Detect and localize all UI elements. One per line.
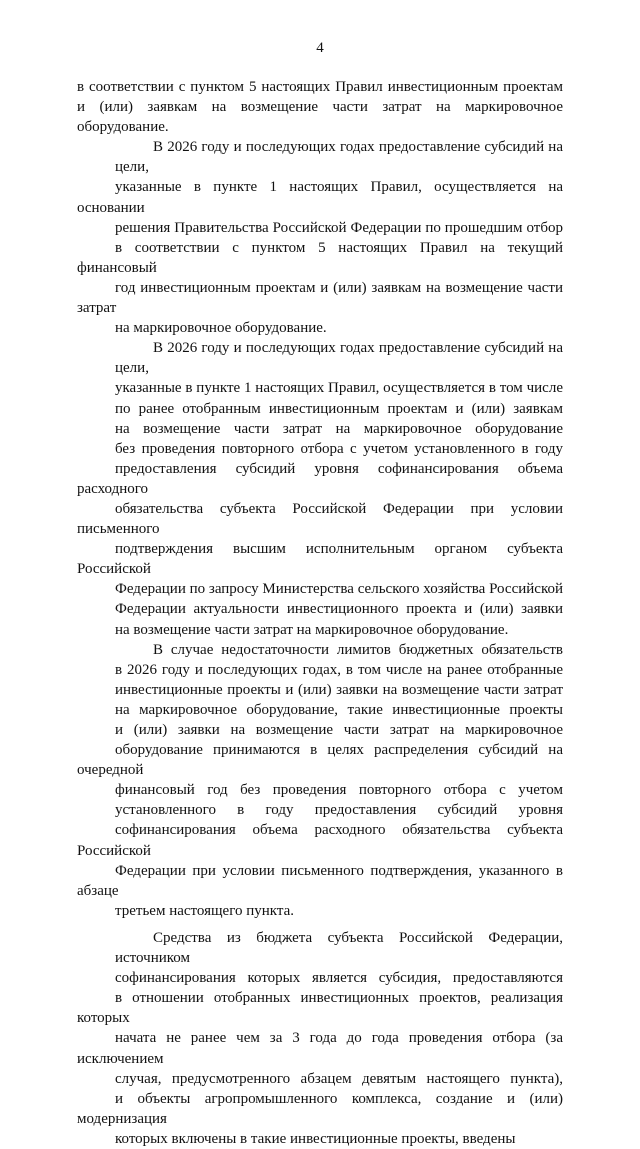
text-line: указанные в пункте 1 настоящих Правил, осуществляется на основании [77,179,563,216]
text-line: и объекты агропромышленного комплекса, создание и (или) модернизация [77,1090,563,1127]
text-line: В 2026 году и последующих годах предоставление субсидий на цели, [115,340,563,377]
text-line: оборудование. [77,119,169,136]
document-body [77,77,563,1149]
text-line: и (или) заявки на возмещение части затрат на маркировочное [115,722,563,738]
text-line: без проведения повторного отбора с учетом установленного в году [115,440,563,457]
text-line: год инвестиционным проектам и (или) заявкам на возмещение части затрат [77,279,563,317]
text-line: на возмещение части затрат на маркировочное оборудование. [115,621,509,638]
text-line: начата не ранее чем за 3 года до года проведения отбора (за исключением [77,1030,563,1067]
text-line: Средства из бюджета субъекта Российской Федерации, источником [115,929,563,967]
text-line: по ранее отобранным инвестиционным проектам и (или) заявкам [115,400,563,417]
text-line: в 2026 году и последующих годах, в том числе на ранее отобранные [115,661,563,678]
text-line: которых включены в такие инвестиционные проекты, введены [115,1130,516,1147]
paragraph [77,338,563,639]
paragraph [77,928,563,1149]
text-line: случая, предусмотренного абзацем девятым настоящего пункта), [115,1070,563,1087]
text-line: на возмещение части затрат на маркировочное оборудование [115,420,563,437]
text-line: и (или) заявкам на возмещение части затрат на маркировочное [77,99,563,116]
text-line: В 2026 году и последующих годах предоставление субсидий на цели, [115,139,563,176]
paragraph [77,137,563,338]
text-line: обязательства субъекта Российской Федерации при условии письменного [77,500,563,538]
text-line: Федерации актуальности инвестиционного проекта и (или) заявки [115,601,563,618]
text-line: предоставления субсидий уровня софинансирования объема расходного [77,460,563,497]
paragraph [77,77,563,137]
text-line: на маркировочное оборудование. [115,320,327,337]
text-line: Федерации по запросу Министерства сельского хозяйства Российской [115,581,563,598]
text-line: инвестиционные проекты и (или) заявки на возмещение части затрат [115,681,563,698]
text-line: оборудование принимаются в целях распределения субсидий на очередной [77,742,563,779]
text-line: указанные в пункте 1 настоящих Правил, осуществляется в том числе [115,380,563,397]
text-line: в соответствии с пунктом 5 настоящих Правил инвестиционным проектам [77,79,563,95]
text-line: установленного в году предоставления субсидий уровня [115,802,563,819]
text-line: решения Правительства Российской Федерации по прошедшим отбор [115,219,563,236]
text-line: софинансирования объема расходного обязательства субъекта Российской [77,822,563,859]
text-line: В случае недостаточности лимитов бюджетных обязательств [153,641,563,658]
text-line: подтверждения высшим исполнительным органом субъекта Российской [77,541,563,578]
text-line: в соответствии с пунктом 5 настоящих Правил на текущий финансовый [77,239,563,276]
text-line: Федерации при условии письменного подтверждения, указанного в абзаце [77,862,563,899]
text-line: третьем настоящего пункта. [115,902,295,919]
text-line: в отношении отобранных инвестиционных проектов, реализация которых [77,990,563,1027]
page-number: 4 [316,40,324,56]
paragraph [77,640,563,921]
text-line: на маркировочное оборудование, такие инвестиционные проекты [115,701,563,718]
text-line: софинансирования которых является субсидия, предоставляются [115,970,563,987]
text-line: финансовый год без проведения повторного отбора с учетом [115,782,563,799]
